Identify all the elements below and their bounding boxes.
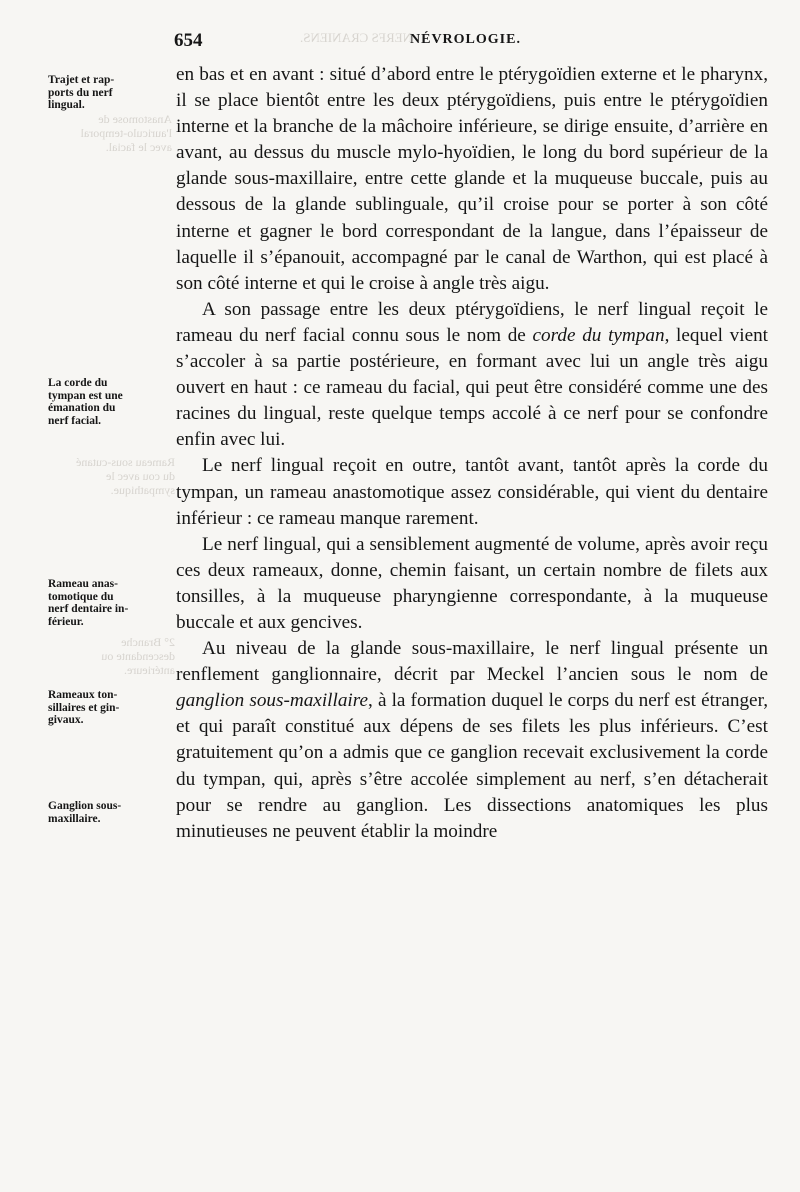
show-through-text: NERFS CRANIENS. [300, 30, 412, 45]
paragraph: Le nerf lingual, qui a sensiblement augmenté de volume, après avoir reçu ces deux rameaux, donne, chemin faisant, un certain nombre de filets aux tonsilles, à la muqueuse pharyngienne correspondante, à la muqueuse buccale et aux gencives. [176, 533, 768, 633]
margin-note-corde-du-tympan: La corde du tympan est une émanation du nerf facial. [48, 377, 123, 427]
margin-note-trajet: Trajet et rap- ports du nerf lingual. [48, 74, 115, 111]
margin-note-ganglion: Ganglion sous- maxillaire. [48, 800, 122, 825]
show-through-text: Rameau sous-cutané du cou avec le sympathique. [76, 455, 175, 497]
show-through-text: 2° Branche descendante ou antérieure. [101, 635, 175, 677]
paragraph: Le nerf lingual reçoit en outre, tantôt avant, tantôt après la corde du tympan, un rameau anastomotique assez considérable, qui vient du dentaire inférieur : ce rameau manque rarement. [176, 455, 768, 529]
italic-term: ganglion sous-maxillaire [176, 690, 369, 712]
show-through-text: Anastomose de l'auriculo-temporal avec le facial. [80, 112, 172, 154]
paragraph: en bas et en avant : situé d’abord entre le ptérygoïdien externe et le pharynx, il se place bientôt entre les deux ptérygoïdiens, puis entre le ptérygoïdien interne et la branche de la mâchoire inférieure, se dirige ensuite, d’arrière en avant, au dessus du muscle mylo-hyoïdien, le long du bord supérieur de la glande sous-maxillaire, entre cette glande et la muqueuse buccale, puis au dessous de la glande sublinguale, qu’il croise pour se porter à son côté interne et gagner le bord correspondant de la langue, dans l’épaisseur de laquelle il s’épanouit, accompagné par le canal de Warthon, qui est placé à son côté interne et qui le croise à angle très aigu. [176, 64, 768, 294]
margin-note-rameau-anastomotique: Rameau anas- tomotique du nerf dentaire in- férieur. [48, 578, 129, 628]
paragraph: A son passage entre les deux ptérygoïdiens, le nerf lingual reçoit le rameau du nerf facial connu sous le nom de corde du tympan, lequel vient s’accoler à sa partie postérieure, en formant avec lui un angle très aigu ouvert en haut : ce rameau du facial, qui peut être considéré comme une des racines du lingual, reste quelque temps accolé à ce nerf pour se confondre enfin avec lui. [176, 298, 769, 451]
margin-note-rameaux-tonsillaires: Rameaux ton- sillaires et gin- givaux. [48, 689, 120, 726]
paragraph: Au niveau de la glande sous-maxillaire, le nerf lingual présente un renflement ganglionnaire, décrit par Meckel l’ancien sous le nom de ganglion sous-maxillaire, à la formation duquel le corps du nerf est étranger, et qui paraît constitué aux dépens de ses filets les plus inférieurs. C’est gratuitement qu’on a admis que ce ganglion recevait exclusivement la corde du tympan, qui, après s’être accolée simplement au nerf, s’en détacherait pour se rendre au ganglion. Les dissections anatomiques les plus minutieuses ne peuvent établir la moindre [176, 638, 768, 842]
body-text [176, 62, 768, 845]
running-head: NÉVROLOGIE. [410, 32, 521, 47]
italic-term: corde du tympan [532, 324, 665, 346]
page-header [0, 22, 800, 52]
page-number: 654 [174, 30, 203, 51]
